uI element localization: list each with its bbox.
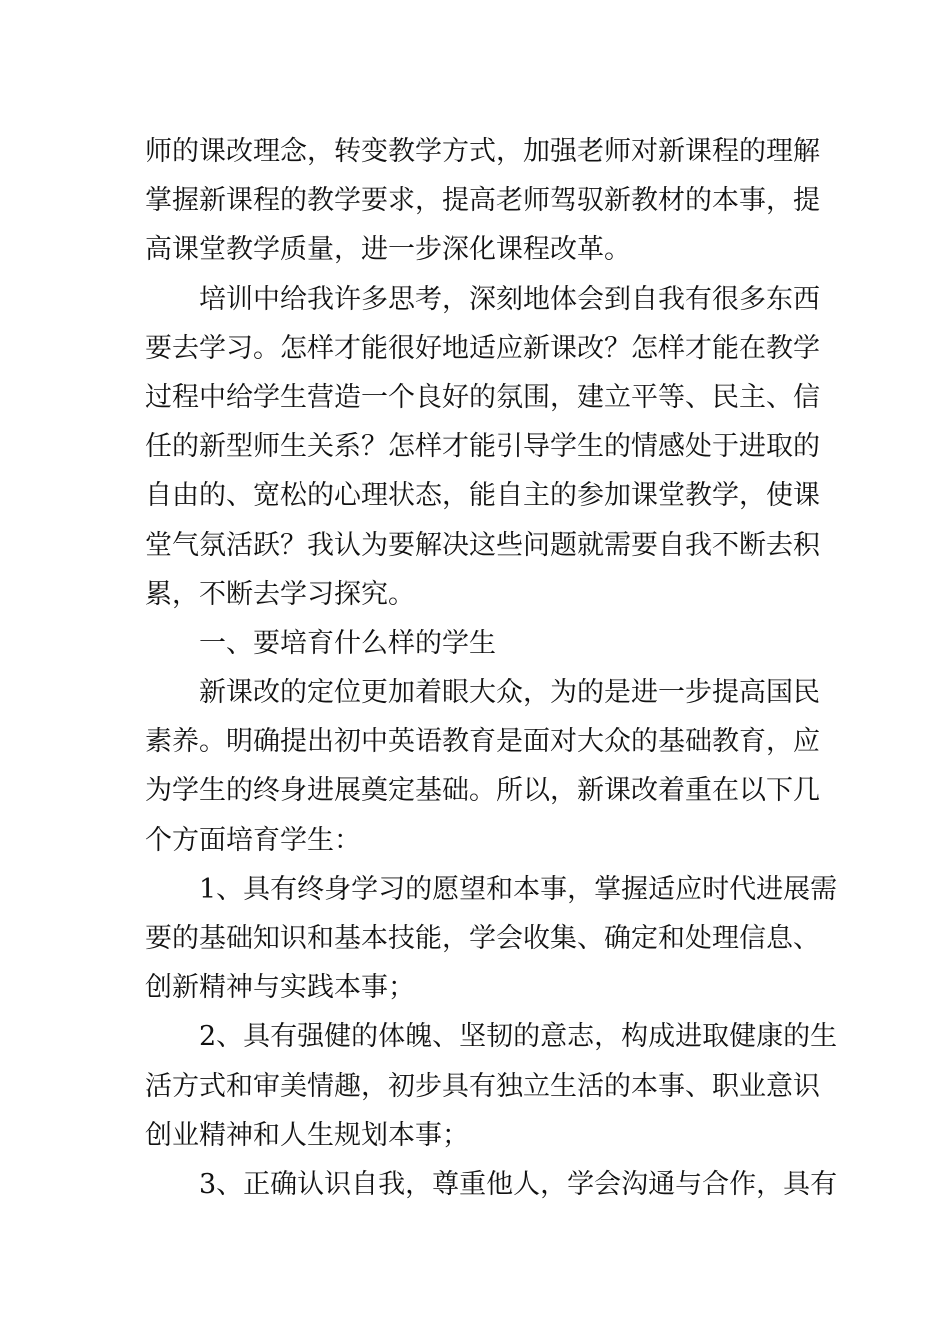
- document-body: [145, 127, 838, 1209]
- text-line: 要的基础知识和基本技能，学会收集、确定和处理信息、: [145, 923, 820, 954]
- list-item-start-line: 2、具有强健的体魄、坚韧的意志，构成进取健康的生: [199, 1021, 838, 1053]
- text-line: 创业精神和人生规划本事；: [145, 1119, 469, 1151]
- text-line: 高课堂教学质量，进一步深化课程改革。: [145, 234, 631, 266]
- text-line: 自由的、宽松的心理状态，能自主的参加课堂教学，使课: [145, 480, 820, 512]
- text-line: 要去学习。怎样才能很好地适应新课改？怎样才能在教学: [145, 332, 820, 364]
- text-line: 素养。明确提出初中英语教育是面对大众的基础教育，应: [145, 726, 820, 758]
- text-line: 活方式和审美情趣，初步具有独立生活的本事、职业意识: [145, 1070, 820, 1102]
- paragraph-start-line: 培训中给我许多思考，深刻地体会到自我有很多东西: [199, 283, 820, 315]
- text-line: 任的新型师生关系？怎样才能引导学生的情感处于进取的: [145, 431, 820, 463]
- text-line: 创新精神与实践本事；: [145, 972, 415, 1004]
- text-line: 掌握新课程的教学要求，提高老师驾驭新教材的本事，提: [145, 185, 820, 217]
- text-line: 过程中给学生营造一个良好的氛围，建立平等、民主、信: [145, 381, 820, 413]
- text-line: 为学生的终身进展奠定基础。所以，新课改着重在以下几: [145, 775, 820, 807]
- list-item-start-line: 3、正确认识自我，尊重他人，学会沟通与合作，具有: [199, 1168, 838, 1200]
- paragraph-start-line: 新课改的定位更加着眼大众，为的是进一步提高国民: [199, 677, 820, 709]
- text-line: 师的课改理念，转变教学方式，加强老师对新课程的理解: [145, 136, 820, 167]
- list-item-start-line: 1、具有终身学习的愿望和本事，掌握适应时代进展需: [199, 873, 838, 905]
- section-heading: 一、要培育什么样的学生: [199, 627, 496, 659]
- text-line: 累，不断去学习探究。: [145, 578, 415, 610]
- text-line: 堂气氛活跃？我认为要解决这些问题就需要自我不断去积: [145, 529, 820, 561]
- text-line: 个方面培育学生：: [145, 824, 361, 856]
